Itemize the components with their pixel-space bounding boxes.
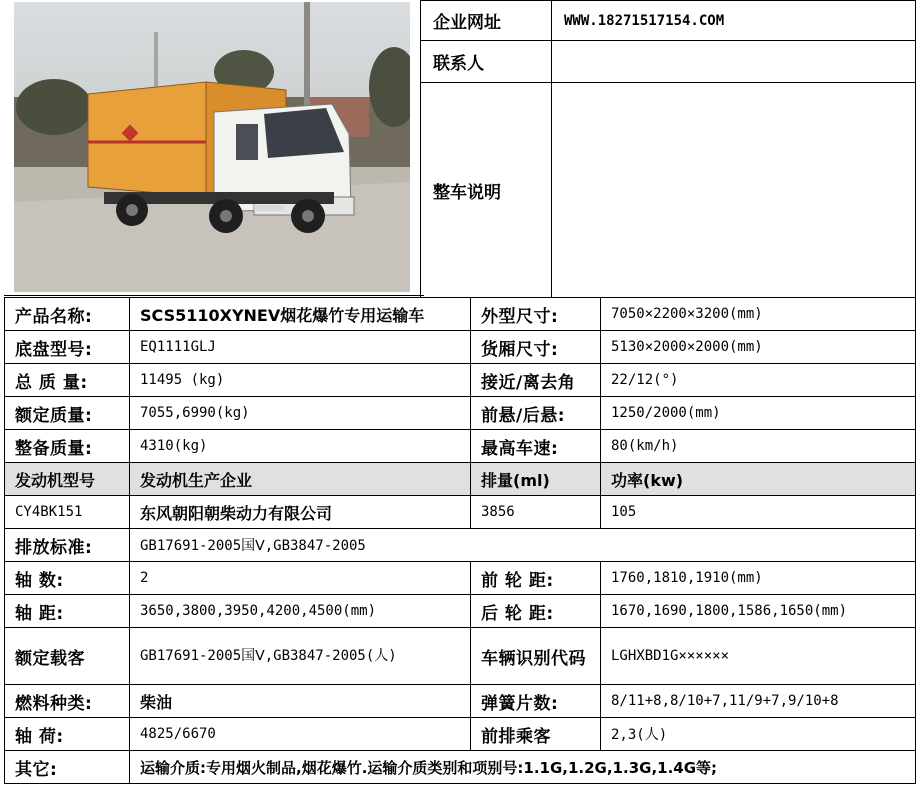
rated-mass-value: 7055,6990(kg) [130,397,471,430]
contact-row [421,41,916,83]
chassis-value: EQ1111GLJ [130,331,471,364]
spec-row [5,529,916,562]
front-seats-value: 2,3(人) [601,718,916,751]
description-row [421,83,916,298]
emission-label: 排放标准: [5,529,130,562]
overhang-value: 1250/2000(mm) [601,397,916,430]
springs-label: 弹簧片数: [471,685,601,718]
displacement-header: 排量(ml) [471,463,601,496]
springs-value: 8/11+8,8/10+7,11/9+7,9/10+8 [601,685,916,718]
description-value [552,83,916,298]
max-speed-label: 最高车速: [471,430,601,463]
emission-value: GB17691-2005国Ⅴ,GB3847-2005 [130,529,916,562]
vin-label: 车辆识别代码 [471,628,601,685]
product-name-value: SCS5110XYNEV烟花爆竹专用运输车 [130,298,471,331]
approach-angle-value: 22/12(°) [601,364,916,397]
engine-header-row [5,463,916,496]
max-speed-value: 80(km/h) [601,430,916,463]
total-mass-value: 11495 (kg) [130,364,471,397]
approach-angle-label: 接近/离去角 [471,364,601,397]
front-seats-label: 前排乘客 [471,718,601,751]
passengers-value: GB17691-2005国Ⅴ,GB3847-2005(人) [130,628,471,685]
spec-row [5,751,916,784]
spec-row [5,331,916,364]
description-label: 整车说明 [421,83,552,298]
rear-track-label: 后 轮 距: [471,595,601,628]
spec-row [5,595,916,628]
spec-row [5,430,916,463]
cargo-dims-label: 货厢尺寸: [471,331,601,364]
engine-row [5,496,916,529]
engine-model-header: 发动机型号 [5,463,130,496]
axle-load-label: 轴 荷: [5,718,130,751]
website-label: 企业网址 [421,1,552,41]
vin-value: LGHXBD1G×××××× [601,628,916,685]
axles-value: 2 [130,562,471,595]
power-value: 105 [601,496,916,529]
other-label: 其它: [5,751,130,784]
chassis-label: 底盘型号: [5,331,130,364]
engine-model-value: CY4BK151 [5,496,130,529]
dimensions-label: 外型尺寸: [471,298,601,331]
photo-bottom-border [4,295,424,296]
spec-row [5,298,916,331]
front-track-value: 1760,1810,1910(mm) [601,562,916,595]
rated-mass-label: 额定质量: [5,397,130,430]
front-track-label: 前 轮 距: [471,562,601,595]
vehicle-photo [14,2,410,292]
vehicle-spec-table [4,297,916,784]
total-mass-label: 总 质 量: [5,364,130,397]
wheelbase-value: 3650,3800,3950,4200,4500(mm) [130,595,471,628]
cargo-dims-value: 5130×2000×2000(mm) [601,331,916,364]
other-value: 运输介质:专用烟火制品,烟花爆竹.运输介质类别和项别号:1.1G,1.2G,1.3G,1.4G等; [130,751,916,784]
spec-row [5,718,916,751]
axle-load-value: 4825/6670 [130,718,471,751]
curb-mass-value: 4310(kg) [130,430,471,463]
spec-row [5,364,916,397]
rear-track-value: 1670,1690,1800,1586,1650(mm) [601,595,916,628]
contact-value [552,41,916,83]
fuel-label: 燃料种类: [5,685,130,718]
truck-illustration [14,2,410,292]
website-row [421,1,916,41]
curb-mass-label: 整备质量: [5,430,130,463]
passengers-label: 额定载客 [5,628,130,685]
spec-row [5,685,916,718]
overhang-label: 前悬/后悬: [471,397,601,430]
power-header: 功率(kw) [601,463,916,496]
dimensions-value: 7050×2200×3200(mm) [601,298,916,331]
contact-label: 联系人 [421,41,552,83]
engine-maker-value: 东风朝阳朝柴动力有限公司 [130,496,471,529]
website-value: WWW.18271517154.COM [552,1,916,41]
engine-maker-header: 发动机生产企业 [130,463,471,496]
fuel-value: 柴油 [130,685,471,718]
axles-label: 轴 数: [5,562,130,595]
wheelbase-label: 轴 距: [5,595,130,628]
spec-row [5,397,916,430]
spec-row [5,628,916,685]
company-info-table [420,0,916,298]
product-name-label: 产品名称: [5,298,130,331]
displacement-value: 3856 [471,496,601,529]
spec-row [5,562,916,595]
